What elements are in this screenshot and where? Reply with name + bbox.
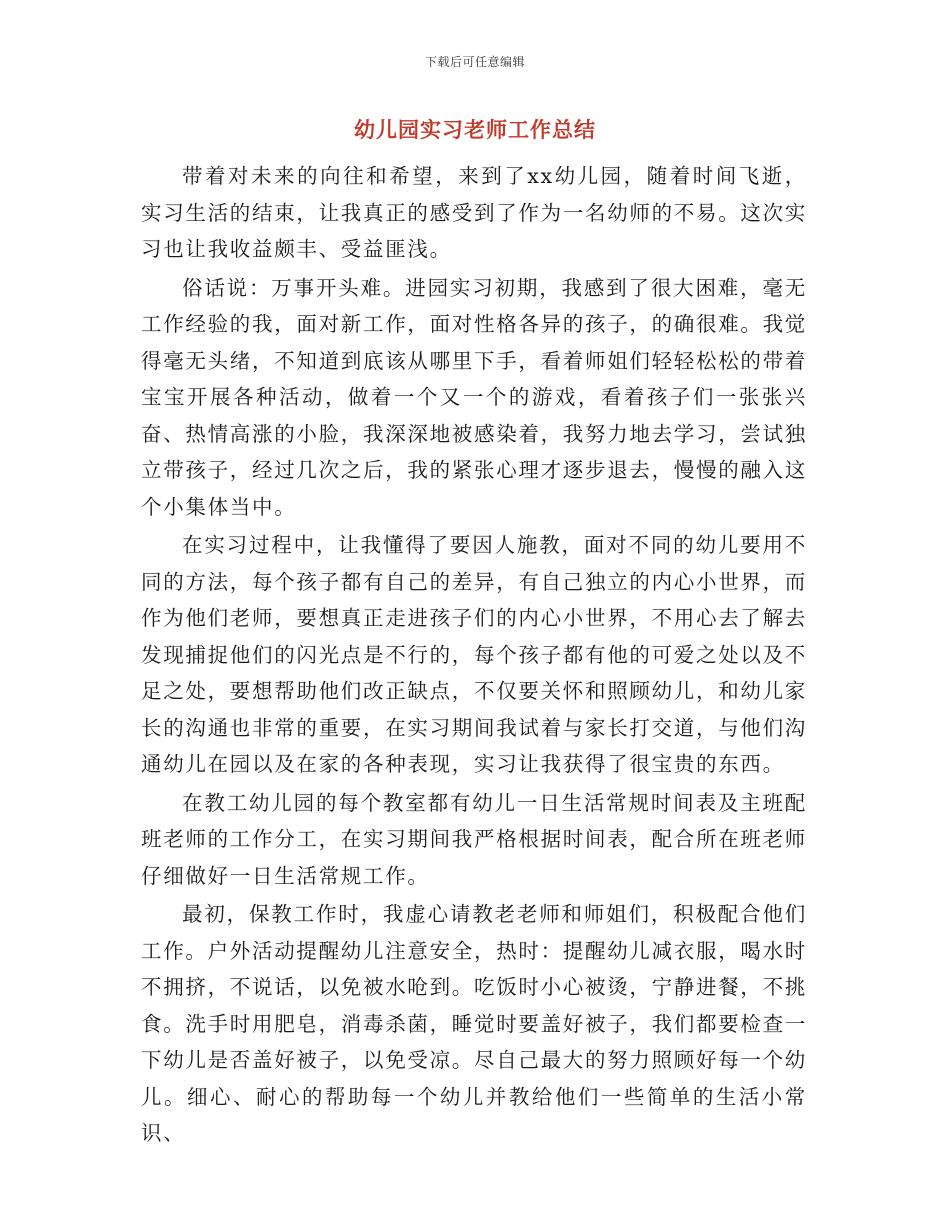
paragraph: 在实习过程中，让我懂得了要因人施教，面对不同的幼儿要用不同的方法，每个孩子都有自己的差异，有自己独立的内心小世界，而作为他们老师，要想真正走进孩子们的内心小世界，不用心去了解去发现捕捉他们的闪光点是不行的，每个孩子都有他的可爱之处以及不足之处，要想帮助他们改正缺点，不仅要关怀和照顾幼儿，和幼儿家长的沟通也非常的重要，在实习期间我试着与家长打交道，与他们沟通幼儿在园以及在家的各种表现，实习让我获得了很宝贵的东西。 <box>141 533 807 776</box>
header-note: 下载后可任意编辑 <box>424 55 525 69</box>
document-title: 幼儿园实习老师工作总结 <box>354 117 596 142</box>
paragraph: 在教工幼儿园的每个教室都有幼儿一日生活常规时间表及主班配班老师的工作分工，在实习期间我严格根据时间表，配合所在班老师仔细做好一日生活常规工作。 <box>141 790 807 888</box>
paragraph: 俗话说：万事开头难。进园实习初期，我感到了很大困难，毫无工作经验的我，面对新工作，面对性格各异的孩子，的确很难。我觉得毫无头绪，不知道到底该从哪里下手，看着师姐们轻轻松松的带着宝宝开展各种活动，做着一个又一个的游戏，看着孩子们一张张兴奋、热情高涨的小脸，我深深地被感染着，我努力地去学习，尝试独立带孩子，经过几次之后，我的紧张心理才逐步退去，慢慢的融入这个小集体当中。 <box>141 275 807 519</box>
paragraph: 最初，保教工作时，我虚心请教老老师和师姐们，积极配合他们工作。户外活动提醒幼儿注意安全，热时：提醒幼儿减衣服，喝水时不拥挤，不说话，以免被水呛到。吃饭时小心被烫，宁静进餐，不挑食。洗手时用肥皂，消毒杀菌，睡觉时要盖好被子，我们都要检查一下幼儿是否盖好被子，以免受凉。尽自己最大的努力照顾好每一个幼儿。细心、耐心的帮助每一个幼儿并教给他们一些简单的生活小常识、 <box>141 902 807 1145</box>
document-body <box>141 158 807 1152</box>
paragraph: 带着对未来的向往和希望，来到了xx幼儿园，随着时间飞逝，实习生活的结束，让我真正的感受到了作为一名幼师的不易。这次实习也让我收益颇丰、受益匪浅。 <box>141 164 807 261</box>
